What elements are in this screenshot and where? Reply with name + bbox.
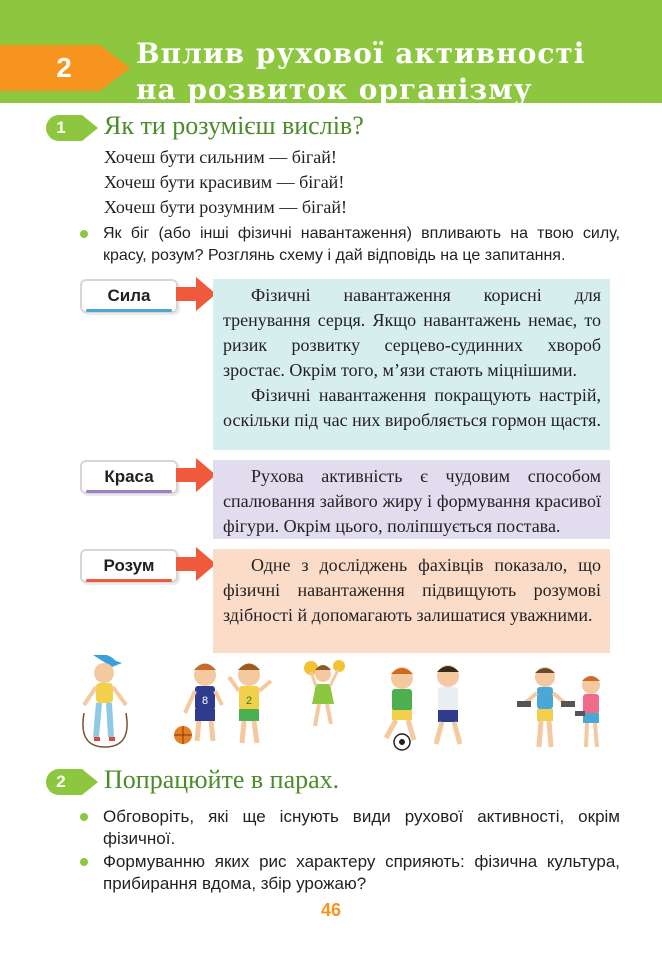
task1-title: Як ти розумієш вислів? [104, 111, 364, 140]
poem-line: Хочеш бути розумним — бігай! [104, 197, 347, 217]
svg-text:8: 8 [201, 695, 209, 707]
dumbbell-kids-illustration [515, 663, 610, 751]
cheerleader-illustration [303, 658, 345, 730]
arrow-right-icon [176, 277, 216, 311]
info-paragraph: Фізичні навантаження покращують настрій, оскільки під час них виробляється гормон щастя. [223, 385, 601, 430]
svg-text:2: 2 [245, 695, 253, 707]
bullet-icon [80, 230, 88, 238]
label-strength-text: Сила [107, 286, 151, 305]
task1-question-text: Як біг (або інші фізичні навантаження) впливають на твою силу, красу, розум? Розглянь схему і дай відповідь на це запитання. [103, 225, 620, 264]
task2-title: Попрацюйте в парах. [104, 765, 340, 794]
label-underline [86, 490, 172, 493]
football-kids-illustration [378, 660, 476, 752]
info-paragraph: Фізичні навантаження корисні для тренування серця. Якщо навантажень немає, то ризик розвитку серцево-судинних хвороб зростає. Окрім того, м’язи стають міцнішими. [223, 285, 601, 380]
task1-question [80, 223, 620, 267]
lesson-title-line2: на розвиток організму [136, 73, 533, 106]
label-beauty [80, 460, 178, 494]
basketball-kids-illustration [167, 655, 284, 750]
arrow-right-icon [176, 547, 216, 581]
label-underline [86, 309, 172, 312]
label-beauty-text: Краса [104, 467, 154, 486]
poem [104, 145, 347, 220]
arrow-right-icon [176, 458, 216, 492]
info-paragraph: Рухова активність є чудовим способом спалювання зайвого жиру і формування красивої фігури. Окрім цього, поліпшується постава. [223, 466, 601, 536]
poem-line: Хочеш бути сильним — бігай! [104, 147, 337, 167]
lesson-title-line1: Вплив рухової активності [136, 37, 586, 70]
jump-rope-kid-illustration [76, 655, 134, 750]
bullet-icon [80, 858, 88, 866]
page-number: 46 [320, 900, 342, 920]
label-strength [80, 279, 178, 313]
task2-bullet-text: Обговоріть, які ще існують види рухової активності, окрім фізичної. [103, 807, 620, 848]
task2-bullet [80, 851, 620, 895]
task1-number: 1 [56, 118, 66, 137]
label-mind-text: Розум [103, 556, 155, 575]
task2-number: 2 [56, 772, 66, 791]
info-box-mind [213, 549, 610, 653]
info-box-strength [213, 279, 610, 450]
task2-bullet [80, 806, 620, 850]
label-mind [80, 549, 178, 583]
lesson-title [136, 36, 585, 108]
poem-line: Хочеш бути красивим — бігай! [104, 172, 345, 192]
lesson-number: 2 [56, 52, 72, 83]
info-box-beauty [213, 460, 610, 539]
task2-bullet-text: Формуванню яких рис характеру сприяють: фізична культура, прибирання вдома, збір урожаю? [103, 852, 620, 893]
label-underline [86, 579, 172, 582]
info-paragraph: Одне з досліджень фахівців показало, що фізичні навантаження підвищують розумові здібності й допомагають залишатися уважними. [223, 555, 601, 625]
bullet-icon [80, 813, 88, 821]
